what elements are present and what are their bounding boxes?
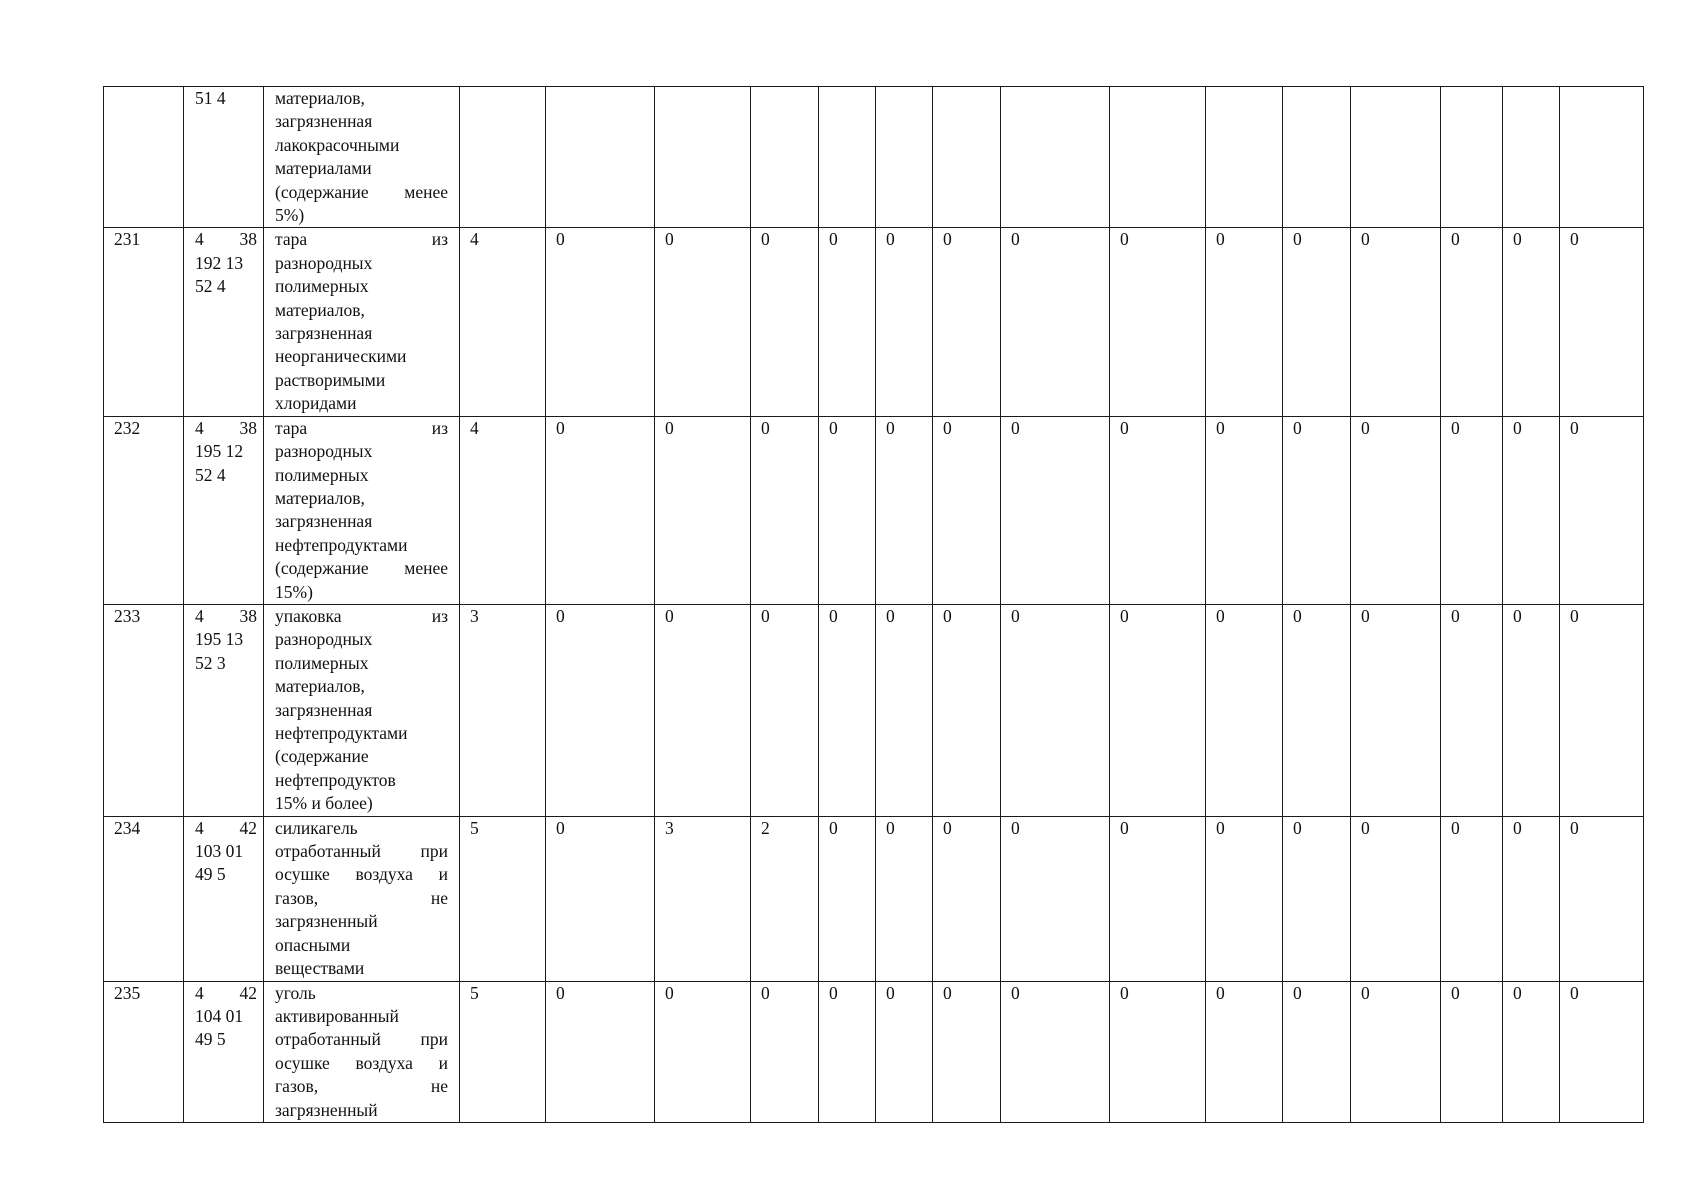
value-cell: 0 bbox=[1503, 604, 1560, 816]
value-cell: 0 bbox=[1283, 228, 1351, 416]
waste-code-line: 52 3 bbox=[195, 652, 226, 673]
waste-code-line: 52 4 bbox=[195, 464, 226, 485]
value-cell: 0 bbox=[1503, 816, 1560, 981]
value-cell: 0 bbox=[819, 816, 876, 981]
value-cell: 0 bbox=[1283, 981, 1351, 1122]
row-number-cell bbox=[104, 87, 184, 228]
value-cell: 0 bbox=[1110, 416, 1206, 604]
value-cell: 0 bbox=[1351, 981, 1441, 1122]
waste-name-line: 5%) bbox=[275, 205, 305, 226]
waste-name-line: осушке воздуха и bbox=[275, 1052, 448, 1073]
waste-name-line: отработанный при bbox=[275, 1029, 448, 1050]
value-cell bbox=[751, 87, 819, 228]
waste-name-line: материалами bbox=[275, 158, 372, 179]
waste-name-line: загрязненная bbox=[275, 323, 373, 344]
value-cell: 0 bbox=[751, 981, 819, 1122]
value-cell: 0 bbox=[1441, 604, 1503, 816]
waste-name-line: материалов, bbox=[275, 88, 365, 108]
value-cell: 0 bbox=[1206, 228, 1283, 416]
value-cell: 0 bbox=[1503, 416, 1560, 604]
row-number-cell: 232 bbox=[104, 416, 184, 604]
waste-name-cell bbox=[264, 416, 460, 604]
value-cell: 4 bbox=[460, 228, 546, 416]
value-cell: 0 bbox=[1441, 816, 1503, 981]
table-row bbox=[104, 604, 1644, 816]
waste-name-line: разнородных bbox=[275, 629, 373, 650]
waste-name-line: уголь bbox=[275, 982, 316, 1003]
waste-name-cell bbox=[264, 604, 460, 816]
value-cell: 0 bbox=[751, 416, 819, 604]
row-number-cell: 235 bbox=[104, 981, 184, 1122]
value-cell bbox=[876, 87, 933, 228]
value-cell: 4 bbox=[460, 416, 546, 604]
waste-code-line: 103 01 bbox=[195, 841, 244, 861]
value-cell: 0 bbox=[933, 816, 1001, 981]
value-cell: 0 bbox=[1441, 981, 1503, 1122]
waste-name-line: осушке воздуха и bbox=[275, 864, 448, 885]
waste-name-line: упаковка из bbox=[275, 605, 448, 626]
waste-code-line: 51 4 bbox=[195, 88, 226, 108]
value-cell: 0 bbox=[655, 981, 751, 1122]
value-cell: 0 bbox=[546, 416, 655, 604]
waste-code-cell bbox=[184, 87, 264, 228]
waste-name-line: газов, не bbox=[275, 1076, 448, 1097]
table-row bbox=[104, 228, 1644, 416]
value-cell: 0 bbox=[876, 816, 933, 981]
waste-name-line: разнородных bbox=[275, 441, 373, 462]
waste-name-line: отработанный при bbox=[275, 841, 448, 861]
value-cell: 0 bbox=[1560, 416, 1644, 604]
value-cell bbox=[819, 87, 876, 228]
value-cell: 0 bbox=[1351, 228, 1441, 416]
value-cell bbox=[546, 87, 655, 228]
value-cell: 5 bbox=[460, 981, 546, 1122]
waste-code-line: 192 13 bbox=[195, 252, 244, 273]
waste-name-line: загрязненная bbox=[275, 699, 373, 720]
waste-name-line: силикагель bbox=[275, 817, 358, 838]
value-cell bbox=[1001, 87, 1110, 228]
value-cell: 0 bbox=[1283, 816, 1351, 981]
waste-name-line: загрязненный bbox=[275, 911, 378, 932]
value-cell: 0 bbox=[751, 228, 819, 416]
waste-name-cell bbox=[264, 981, 460, 1122]
waste-name-line: полимерных bbox=[275, 276, 369, 297]
waste-code-line: 49 5 bbox=[195, 864, 226, 885]
value-cell: 0 bbox=[933, 228, 1001, 416]
row-number-cell: 231 bbox=[104, 228, 184, 416]
waste-name-line: нефтепродуктов bbox=[275, 769, 396, 790]
value-cell: 0 bbox=[546, 604, 655, 816]
value-cell bbox=[460, 87, 546, 228]
waste-name-line: полимерных bbox=[275, 652, 369, 673]
waste-code-line: 52 4 bbox=[195, 276, 226, 297]
value-cell: 3 bbox=[655, 816, 751, 981]
value-cell: 0 bbox=[933, 416, 1001, 604]
waste-name-line: материалов, bbox=[275, 487, 365, 508]
table-row bbox=[104, 416, 1644, 604]
table-row bbox=[104, 981, 1644, 1122]
value-cell: 0 bbox=[1560, 228, 1644, 416]
value-cell: 0 bbox=[546, 228, 655, 416]
table-row bbox=[104, 816, 1644, 981]
value-cell: 0 bbox=[1560, 816, 1644, 981]
waste-name-line: хлоридами bbox=[275, 393, 357, 414]
value-cell: 0 bbox=[655, 604, 751, 816]
waste-name-line: загрязненный bbox=[275, 1099, 378, 1120]
waste-table bbox=[103, 86, 1644, 1123]
value-cell: 0 bbox=[1560, 981, 1644, 1122]
waste-code-line: 4 38 bbox=[195, 605, 257, 626]
waste-code-line: 4 42 bbox=[195, 982, 257, 1003]
value-cell bbox=[1283, 87, 1351, 228]
waste-code-cell bbox=[184, 604, 264, 816]
waste-name-line: опасными bbox=[275, 934, 351, 955]
waste-name-line: материалов, bbox=[275, 299, 365, 320]
waste-code-line: 195 12 bbox=[195, 441, 244, 462]
value-cell bbox=[933, 87, 1001, 228]
value-cell bbox=[1503, 87, 1560, 228]
waste-code-line: 49 5 bbox=[195, 1029, 226, 1050]
waste-name-line: (содержание менее bbox=[275, 181, 448, 202]
value-cell: 0 bbox=[1001, 816, 1110, 981]
value-cell: 0 bbox=[1110, 981, 1206, 1122]
value-cell: 0 bbox=[1110, 228, 1206, 416]
value-cell bbox=[655, 87, 751, 228]
value-cell: 0 bbox=[1110, 604, 1206, 816]
waste-name-line: тара из bbox=[275, 229, 448, 250]
waste-code-cell bbox=[184, 816, 264, 981]
value-cell: 0 bbox=[819, 228, 876, 416]
waste-name-line: загрязненная bbox=[275, 111, 373, 132]
waste-code-line: 104 01 bbox=[195, 1006, 244, 1026]
waste-code-cell bbox=[184, 981, 264, 1122]
value-cell: 0 bbox=[655, 416, 751, 604]
waste-name-line: активированный bbox=[275, 1006, 399, 1026]
value-cell: 0 bbox=[876, 981, 933, 1122]
waste-name-cell bbox=[264, 87, 460, 228]
value-cell: 0 bbox=[1503, 981, 1560, 1122]
table-body bbox=[104, 87, 1644, 1123]
waste-name-line: 15%) bbox=[275, 581, 313, 602]
value-cell bbox=[1560, 87, 1644, 228]
waste-name-line: тара из bbox=[275, 417, 448, 438]
value-cell bbox=[1351, 87, 1441, 228]
value-cell: 0 bbox=[1206, 816, 1283, 981]
value-cell: 0 bbox=[819, 604, 876, 816]
waste-name-line: (содержание менее bbox=[275, 558, 448, 579]
waste-name-line: загрязненная bbox=[275, 511, 373, 532]
value-cell: 0 bbox=[819, 981, 876, 1122]
value-cell: 0 bbox=[1441, 228, 1503, 416]
value-cell bbox=[1441, 87, 1503, 228]
waste-name-line: (содержание bbox=[275, 746, 369, 767]
waste-code-line: 4 38 bbox=[195, 229, 257, 250]
value-cell: 0 bbox=[1206, 604, 1283, 816]
waste-name-line: материалов, bbox=[275, 676, 365, 697]
value-cell: 0 bbox=[1001, 228, 1110, 416]
value-cell: 0 bbox=[1351, 604, 1441, 816]
waste-name-line: 15% и более) bbox=[275, 793, 373, 814]
waste-name-line: лакокрасочными bbox=[275, 134, 400, 155]
value-cell: 0 bbox=[1283, 416, 1351, 604]
waste-code-cell bbox=[184, 416, 264, 604]
value-cell: 0 bbox=[546, 981, 655, 1122]
value-cell: 2 bbox=[751, 816, 819, 981]
value-cell: 0 bbox=[1441, 416, 1503, 604]
value-cell: 0 bbox=[1351, 416, 1441, 604]
value-cell: 0 bbox=[1206, 981, 1283, 1122]
waste-code-line: 4 38 bbox=[195, 417, 257, 438]
value-cell: 0 bbox=[1001, 604, 1110, 816]
waste-name-line: нефтепродуктами bbox=[275, 534, 408, 555]
value-cell bbox=[1110, 87, 1206, 228]
value-cell bbox=[1206, 87, 1283, 228]
waste-name-line: веществами bbox=[275, 958, 365, 979]
waste-name-line: разнородных bbox=[275, 252, 373, 273]
waste-name-line: нефтепродуктами bbox=[275, 722, 408, 743]
value-cell: 5 bbox=[460, 816, 546, 981]
waste-name-line: неорганическими bbox=[275, 346, 407, 367]
value-cell: 0 bbox=[819, 416, 876, 604]
value-cell: 0 bbox=[933, 981, 1001, 1122]
value-cell: 0 bbox=[1283, 604, 1351, 816]
value-cell: 0 bbox=[1110, 816, 1206, 981]
value-cell: 0 bbox=[1001, 981, 1110, 1122]
row-number-cell: 234 bbox=[104, 816, 184, 981]
value-cell: 0 bbox=[1206, 416, 1283, 604]
waste-code-line: 195 13 bbox=[195, 629, 244, 650]
waste-name-line: растворимыми bbox=[275, 369, 386, 390]
value-cell: 0 bbox=[1351, 816, 1441, 981]
value-cell: 0 bbox=[655, 228, 751, 416]
value-cell: 0 bbox=[876, 228, 933, 416]
value-cell: 0 bbox=[546, 816, 655, 981]
waste-name-line: газов, не bbox=[275, 887, 448, 908]
row-number-cell: 233 bbox=[104, 604, 184, 816]
waste-name-line: полимерных bbox=[275, 464, 369, 485]
value-cell: 0 bbox=[1001, 416, 1110, 604]
table-row bbox=[104, 87, 1644, 228]
value-cell: 0 bbox=[876, 416, 933, 604]
value-cell: 3 bbox=[460, 604, 546, 816]
value-cell: 0 bbox=[751, 604, 819, 816]
value-cell: 0 bbox=[876, 604, 933, 816]
value-cell: 0 bbox=[1503, 228, 1560, 416]
value-cell: 0 bbox=[1560, 604, 1644, 816]
waste-code-cell bbox=[184, 228, 264, 416]
waste-name-cell bbox=[264, 228, 460, 416]
waste-code-line: 4 42 bbox=[195, 817, 257, 838]
waste-name-cell bbox=[264, 816, 460, 981]
value-cell: 0 bbox=[933, 604, 1001, 816]
